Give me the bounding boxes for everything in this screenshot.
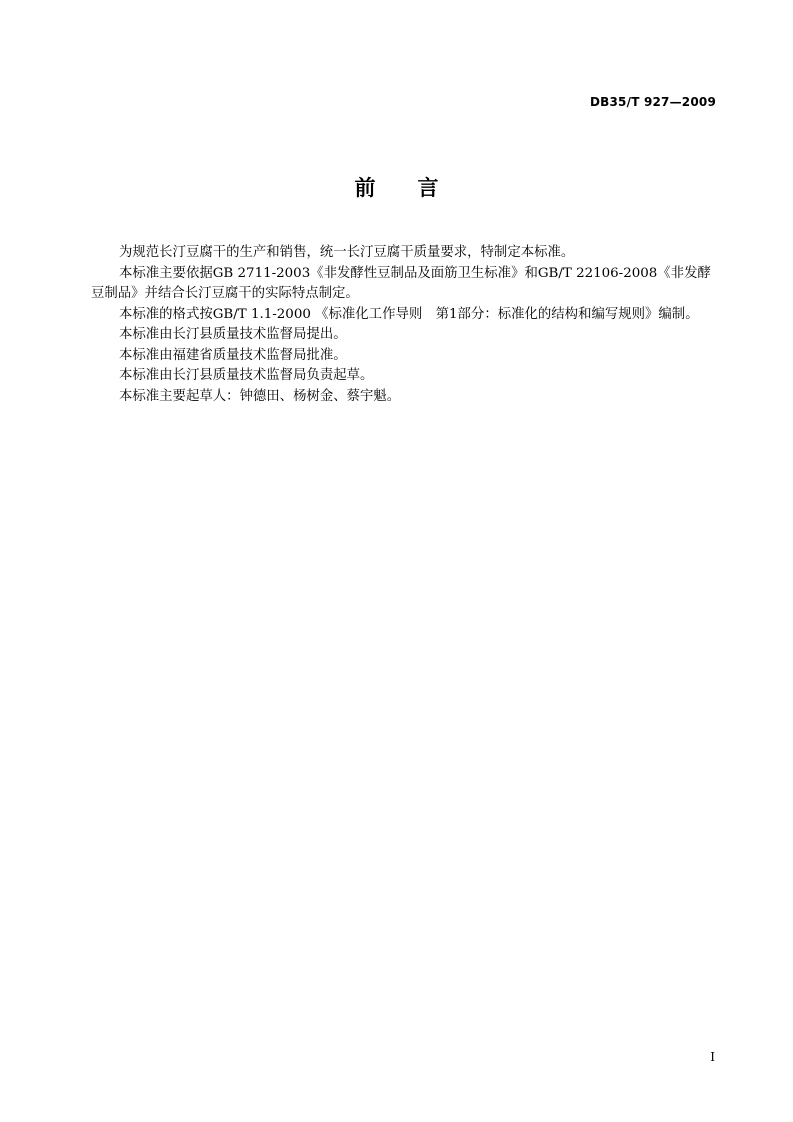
paragraph-proposer: 本标准由长汀县质量技术监督局提出。	[119, 327, 347, 342]
paragraph-format: 本标准的格式按GB/T 1.1-2000 《标准化工作导则 第1部分：标准化的结构和编写规则》编制。	[119, 306, 699, 322]
title-char-1: 前	[354, 176, 376, 200]
paragraph-basis: 本标准主要依据GB 2711-2003《非发酵性豆制品及面筋卫生标准》和GB/T 22106-2008《非发酵豆制品》并结合长汀豆腐干的实际特点制定。	[91, 265, 711, 301]
paragraph-drafter: 本标准由长汀县质量技术监督局负责起草。	[119, 368, 374, 383]
paragraph-authors: 本标准主要起草人：钟德田、杨树金、蔡宇魁。	[119, 388, 401, 404]
preface-body	[91, 243, 721, 407]
paragraph-purpose: 为规范长汀豆腐干的生产和销售，统一长汀豆腐干质量要求，特制定本标准。	[119, 245, 575, 260]
page-number: I	[710, 1050, 715, 1064]
document-code: DB35/T 927—2009	[590, 95, 716, 109]
paragraph-approver: 本标准由福建省质量技术监督局批准。	[119, 347, 347, 363]
title-char-2: 言	[417, 176, 439, 200]
page-title	[0, 172, 793, 202]
